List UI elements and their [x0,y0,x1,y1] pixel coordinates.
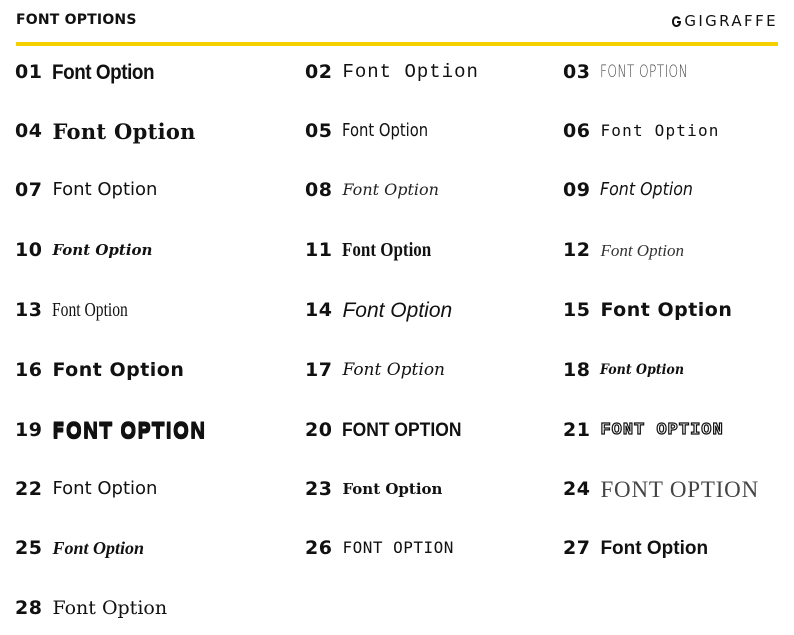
font-sample: FONT OPTION [342,538,454,557]
font-option-21 [563,410,724,450]
font-sample: Font Option [52,240,153,259]
font-sample: Font Option [600,298,733,321]
font-option-13 [15,290,150,330]
option-number: 27 [563,537,591,559]
option-number: 03 [563,61,591,83]
font-sample: Font Option [342,120,429,141]
font-option-01 [15,52,166,92]
font-option-17 [305,350,445,390]
option-number: 22 [15,478,43,500]
option-number: 21 [563,419,591,441]
option-number: 05 [305,120,333,142]
option-number: 28 [15,597,43,619]
font-option-18 [563,350,694,390]
font-sample: Font Option [342,479,443,498]
font-option-24 [563,469,759,509]
font-option-11 [305,230,447,270]
option-number: 07 [15,179,43,201]
font-sample: Font Option [600,240,685,260]
font-option-27 [563,528,708,568]
font-sample: Font Option [600,362,685,378]
font-sample: FONT OPTION [600,420,724,440]
font-sample: Font Option [52,538,144,558]
font-option-20 [305,410,472,450]
brand-logo [671,11,778,31]
font-option-28 [15,588,167,628]
font-option-09 [563,170,706,210]
font-sample: FONT OPTION [342,419,462,441]
option-number: 13 [15,299,43,321]
option-number: 17 [305,359,333,381]
font-option-12 [563,230,684,270]
option-number: 02 [305,61,333,83]
option-number: 10 [15,239,43,261]
font-sample: Font Option [342,298,453,322]
font-sample: Font Option [600,537,709,559]
font-sample: FONT OPTION [600,476,759,502]
option-number: 23 [305,478,333,500]
font-sample: Font Option [342,239,432,261]
option-number: 15 [563,299,591,321]
option-number: 18 [563,359,591,381]
font-sample: Font Option [52,118,196,144]
option-number: 12 [563,239,591,261]
font-option-25 [15,528,144,568]
font-option-08 [305,170,439,210]
font-option-06 [563,111,720,151]
option-number: 20 [305,419,333,441]
brand-name: GIGRAFFE [684,12,778,30]
page-title: FONT OPTIONS [16,12,137,28]
accent-divider [16,42,778,46]
option-number: 26 [305,537,333,559]
font-option-19 [15,410,220,450]
option-number: 24 [563,478,591,500]
font-sample: FONT OPTION [52,417,207,442]
font-option-10 [15,230,152,270]
font-option-22 [15,469,157,509]
option-number: 01 [15,61,43,83]
font-option-07 [15,170,157,210]
option-number: 25 [15,537,43,559]
font-option-15 [563,290,732,330]
option-number: 19 [15,419,43,441]
accent-divider-bar [16,42,778,46]
font-option-02 [305,52,479,92]
font-sample: Font Option [52,596,168,619]
option-number: 11 [305,239,333,261]
font-sample: Font Option [342,359,446,380]
font-sample: Font Option [52,179,158,200]
option-number: 14 [305,299,333,321]
font-option-03 [563,52,723,92]
font-sample: Font Option [52,478,158,499]
option-number: 09 [563,179,591,201]
giraffe-mark-icon [671,15,682,28]
font-option-26 [305,528,454,568]
font-option-04 [15,111,196,151]
font-sample: Font Option [600,121,720,140]
page-header [16,10,778,34]
font-sample: Font Option [600,179,694,200]
font-option-14 [305,290,452,330]
option-number: 08 [305,179,333,201]
font-sample: Font Option [52,358,185,381]
option-number: 06 [563,120,591,142]
font-sample: Font Option [52,299,129,321]
font-sample: Font Option [342,180,439,199]
font-sample: Font Option [342,60,479,83]
font-sample: FONT OPTION [600,61,689,82]
font-sample: Font Option [52,60,155,84]
option-number: 16 [15,359,43,381]
font-option-05 [305,111,447,151]
font-option-23 [305,469,442,509]
font-option-16 [15,350,184,390]
option-number: 04 [15,120,43,142]
